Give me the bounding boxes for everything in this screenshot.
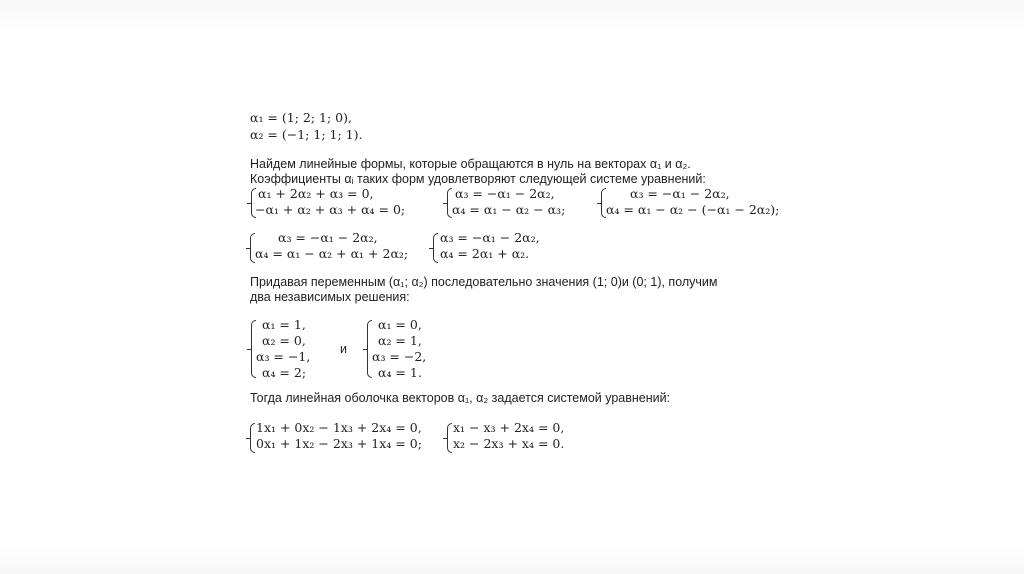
- paragraph-linear-forms: Найдем линейные формы, которые обращаются в нуль на векторах α₁ и α₂.: [250, 157, 691, 171]
- paragraph-coefficients: Коэффициенты αᵢ таких форм удовлетворяют следующей системе уравнений:: [250, 172, 706, 186]
- system-2-eq-1: α₃ = −α₁ − 2α₂,: [455, 186, 555, 201]
- system-5-eq-2: α₄ = 2α₁ + α₂.: [440, 246, 530, 261]
- solution-1-a4: α₄ = 2;: [262, 365, 307, 380]
- solution-2-a4: α₄ = 1.: [378, 365, 422, 380]
- system-3-eq-1: α₃ = −α₁ − 2α₂,: [630, 186, 730, 201]
- conjunction-and: и: [340, 342, 347, 356]
- brace: [447, 423, 452, 453]
- final-system-1-eq-1: 1x₁ + 0x₂ − 1x₃ + 2x₄ = 0,: [256, 420, 422, 435]
- system-4-eq-1: α₃ = −α₁ − 2α₂,: [278, 230, 378, 245]
- solution-1-a2: α₂ = 0,: [262, 333, 306, 348]
- final-system-1-eq-2: 0x₁ + 1x₂ − 2x₃ + 1x₄ = 0;: [256, 436, 422, 451]
- brace: [433, 233, 438, 263]
- paragraph-linear-span: Тогда линейная оболочка векторов α₁, α₂ задается системой уравнений:: [250, 391, 671, 405]
- system-4-eq-2: α₄ = α₁ − α₂ + α₁ + 2α₂;: [255, 246, 409, 261]
- paragraph-substitution: Придавая переменным (α₁; α₂) последовательно значения (1; 0)и (0; 1), получим: [250, 275, 718, 289]
- solution-2-a3: α₃ = −2,: [372, 349, 427, 364]
- paragraph-two-solutions: два независимых решения:: [250, 290, 410, 304]
- brace: [250, 423, 255, 453]
- solution-1-a3: α₃ = −1,: [256, 349, 311, 364]
- system-1-eq-1: α₁ + 2α₂ + α₃ = 0,: [258, 186, 374, 201]
- system-1-eq-2: −α₁ + α₂ + α₃ + α₄ = 0;: [255, 202, 406, 217]
- solution-1-a1: α₁ = 1,: [262, 317, 306, 332]
- solution-2-a1: α₁ = 0,: [378, 317, 422, 332]
- solution-2-a2: α₂ = 1,: [378, 333, 422, 348]
- system-5-eq-1: α₃ = −α₁ − 2α₂,: [440, 230, 540, 245]
- final-system-2-eq-2: x₂ − 2x₃ + x₄ = 0.: [453, 436, 565, 451]
- vector-a2: α₂ = (−1; 1; 1; 1).: [250, 127, 363, 142]
- vector-a1: α₁ = (1; 2; 1; 0),: [250, 110, 352, 125]
- system-2-eq-2: α₄ = α₁ − α₂ − α₃;: [452, 202, 566, 217]
- final-system-2-eq-1: x₁ − x₃ + 2x₄ = 0,: [453, 420, 565, 435]
- system-3-eq-2: α₄ = α₁ − α₂ − (−α₁ − 2α₂);: [606, 202, 780, 217]
